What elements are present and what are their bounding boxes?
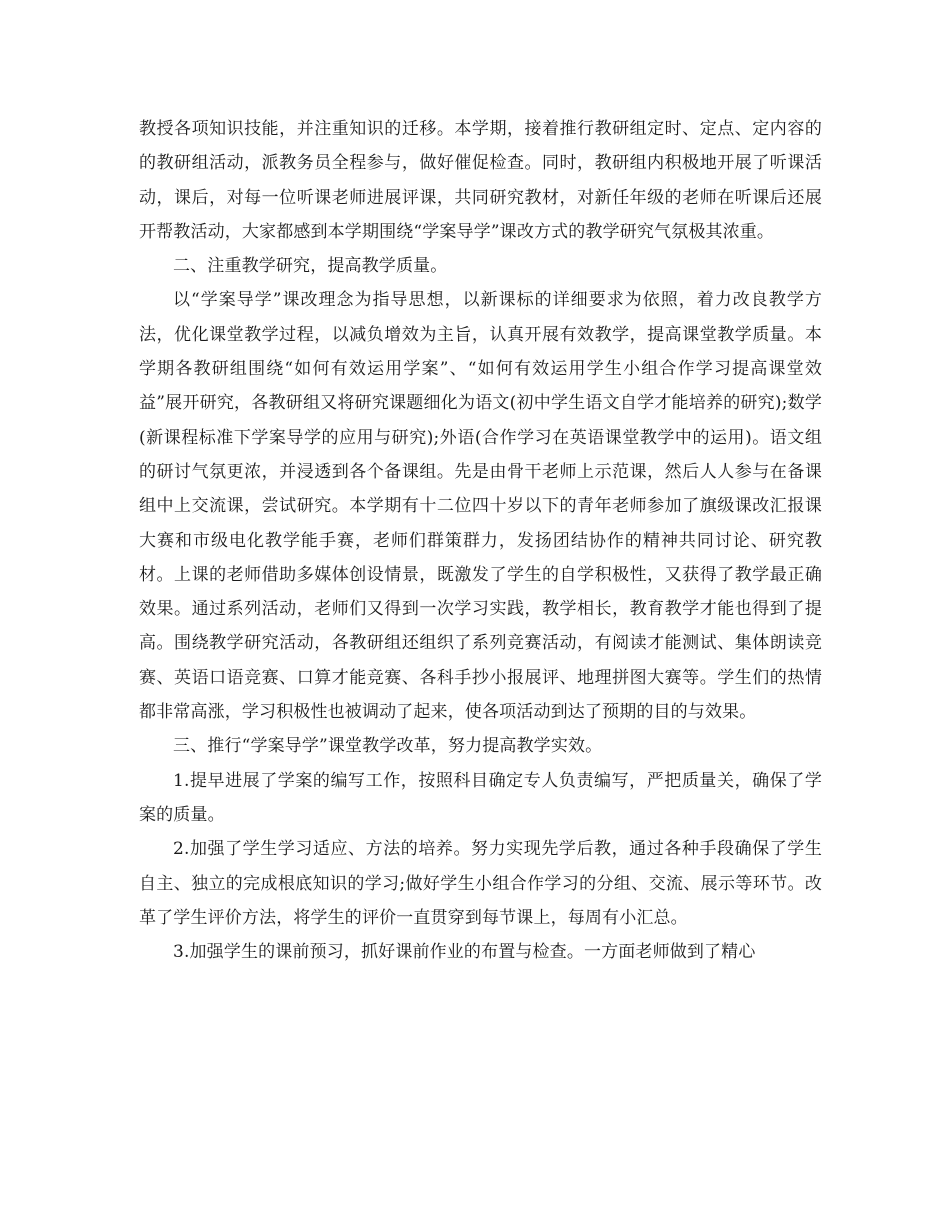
document-body [139, 112, 822, 969]
paragraph-teaching-research: 以“学案导学”课改理念为指导思想，以新课标的详细要求为依照，着力改良教学方法，优化课堂教学过程，以减负增效为主旨，认真开展有效教学，提高课堂教学质量。本学期各教研组围绕“如何有效运用学案”、“如何有效运用学生小组合作学习提高课堂效益”展开研究，各教研组又将研究课题细化为语文(初中学生语文自学才能培养的研究);数学(新课程标准下学案导学的应用与研究);外语(合作学习在英语课堂教学中的运用)。语文组的研讨气氛更浓，并浸透到各个备课组。先是由骨干老师上示范课，然后人人参与在备课组中上交流课，尝试研究。本学期有十二位四十岁以下的青年老师参加了旗级课改汇报课大赛和市级电化教学能手赛，老师们群策群力，发扬团结协作的精神共同讨论、研究教材。上课的老师借助多媒体创设情景，既激发了学生的自学积极性，又获得了教学最正确效果。通过系列活动，老师们又得到一次学习实践，教学相长，教育教学才能也得到了提高。围绕教学研究活动，各教研组还组织了系列竞赛活动，有阅读才能测试、集体朗读竞赛、英语口语竞赛、口算才能竞赛、各科手抄小报展评、地理拼图大赛等。学生们的热情都非常高涨，学习积极性也被调动了起来，使各项活动到达了预期的目的与效果。 [139, 290, 822, 723]
section-heading-two: 二、注重教学研究，提高教学质量。 [173, 256, 448, 277]
list-item-two: 2.加强了学生学习适应、方法的培养。努力实现先学后教，通过各种手段确保了学生自主、独立的完成根底知识的学习;做好学生小组合作学习的分组、交流、展示等环节。改革了学生评价方法，将学生的评价一直贯穿到每节课上，每周有小汇总。 [139, 839, 822, 928]
section-heading-three: 三、推行“学案导学”课堂教学改革，努力提高教学实效。 [173, 736, 603, 757]
list-item-three: 3.加强学生的课前预习，抓好课前作业的布置与检查。一方面老师做到了精心 [173, 942, 756, 963]
paragraph-continued-text: 教授各项知识技能，并注重知识的迁移。本学期，接着推行教研组定时、定点、定内容的的教研组活动，派教务员全程参与，做好催促检查。同时，教研组内积极地开展了听课活动，课后，对每一位听课老师进展评课，共同研究教材，对新任年级的老师在听课后还展开帮教活动，大家都感到本学期围绕“学案导学”课改方式的教学研究气氛极其浓重。 [139, 119, 822, 242]
list-item-one: 1.提早进展了学案的编写工作，按照科目确定专人负责编写，严把质量关，确保了学案的质量。 [139, 770, 822, 825]
